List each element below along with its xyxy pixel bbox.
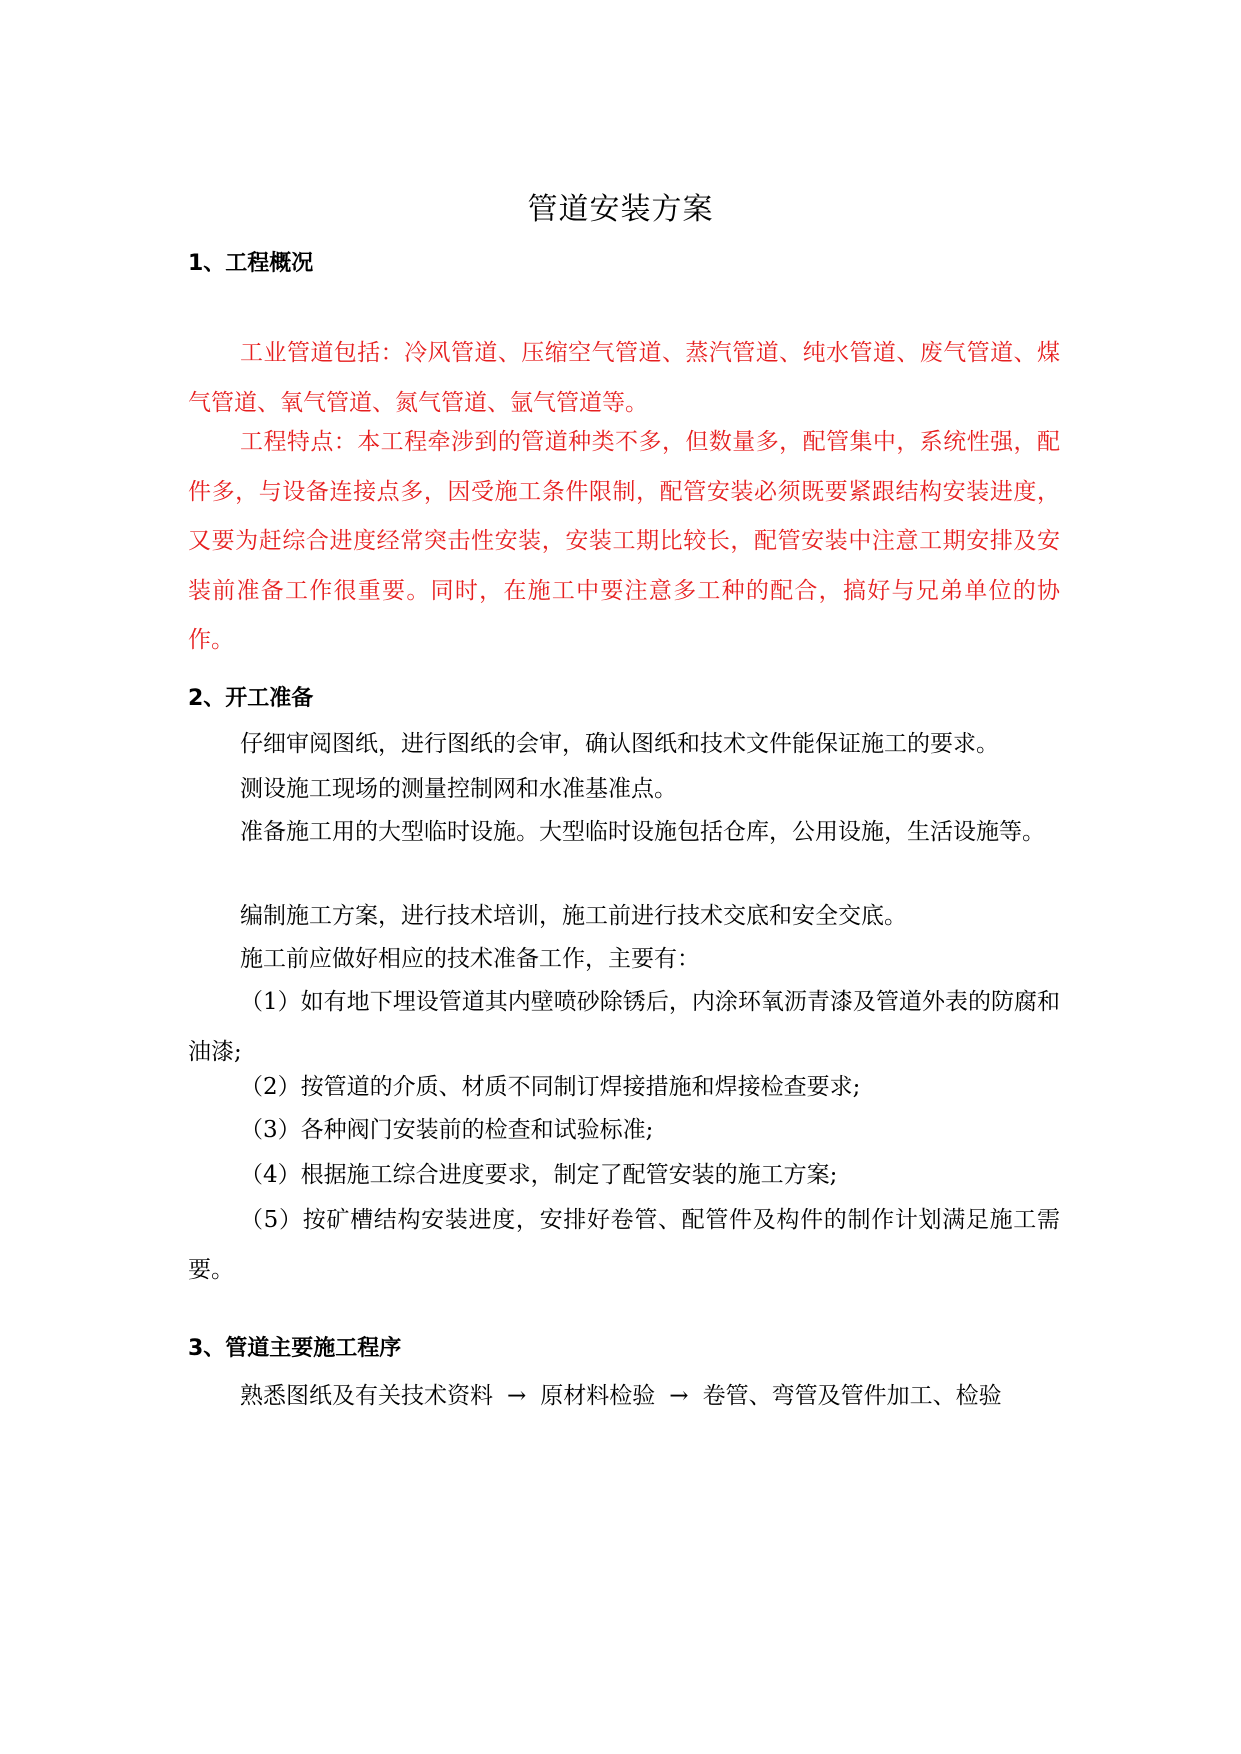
section-2-heading: 2、开工准备 <box>188 686 314 711</box>
procedure-step-2: 原材料检验 <box>540 1383 656 1409</box>
section-3-heading: 3、管道主要施工程序 <box>188 1336 402 1361</box>
procedure-step-3: 卷管、弯管及管件加工、检验 <box>702 1383 1002 1409</box>
procedure-flow <box>240 1378 1060 1414</box>
section-2-paragraph-prep: 施工前应做好相应的技术准备工作，主要有： <box>240 946 700 972</box>
section-2-paragraph-review: 仔细审阅图纸，进行图纸的会审，确认图纸和技术文件能保证施工的要求。 <box>240 731 999 757</box>
section-1-heading: 1、工程概况 <box>188 251 314 276</box>
section-2-list-item-2: （2）按管道的介质、材质不同制订焊接措施和焊接检查要求; <box>240 1074 861 1100</box>
section-2-list-item-1: （1）如有地下埋设管道其内壁喷砂除锈后，内涂环氧沥青漆及管道外表的防腐和油漆; <box>188 989 1060 1065</box>
section-2-list-item-4: （4）根据施工综合进度要求，制定了配管安装的施工方案; <box>240 1162 838 1188</box>
section-2-paragraph-plan: 编制施工方案，进行技术培训，施工前进行技术交底和安全交底。 <box>240 903 907 929</box>
section-1-paragraph-features: 工程特点：本工程牵涉到的管道种类不多，但数量多，配管集中，系统性强，配件多，与设备连接点多，因受施工条件限制，配管安装必须既要紧跟结构安装进度，又要为赶综合进度经常突击性安装，安装工期比较长，配管安装中注意工期安排及安装前准备工作很重要。同时，在施工中要注意多工种的配合，搞好与兄弟单位的协作。 <box>188 429 1060 653</box>
procedure-step-1: 熟悉图纸及有关技术资料 <box>240 1383 493 1409</box>
arrow-right-icon: → <box>669 1383 689 1409</box>
arrow-right-icon: → <box>507 1383 527 1409</box>
section-2-paragraph-facilities: 准备施工用的大型临时设施。大型临时设施包括仓库，公用设施，生活设施等。 <box>240 819 1045 845</box>
section-2-paragraph-survey: 测设施工现场的测量控制网和水准基准点。 <box>240 776 677 802</box>
document-title: 管道安装方案 <box>527 192 714 227</box>
section-2-list-item-5: （5）按矿槽结构安装进度，安排好卷管、配管件及构件的制作计划满足施工需要。 <box>188 1207 1060 1283</box>
section-1-paragraph-pipes: 工业管道包括：冷风管道、压缩空气管道、蒸汽管道、纯水管道、废气管道、煤气管道、氧气管道、氮气管道、氩气管道等。 <box>188 340 1060 416</box>
section-2-list-item-3: （3）各种阀门安装前的检查和试验标准; <box>240 1117 654 1143</box>
